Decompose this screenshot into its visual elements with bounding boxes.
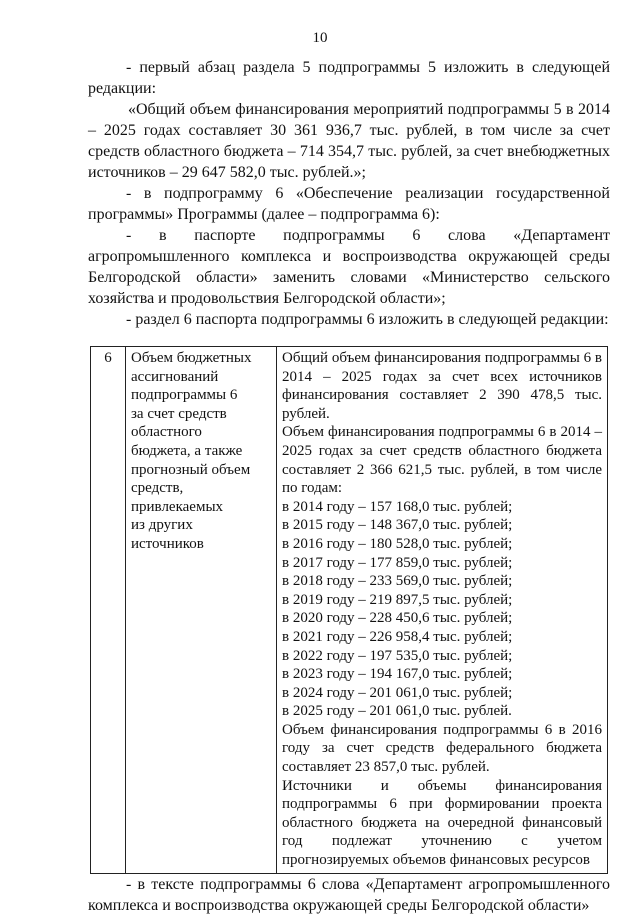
paragraph-3: - в подпрограмму 6 «Обеспечение реализации государственной программы» Программы (далее – подпрограмма 6): (88, 185, 610, 223)
year-line: в 2024 году – 201 061,0 тыс. рублей; (282, 684, 513, 701)
paragraph-4: - в паспорте подпрограммы 6 слова «Департамент агропромышленного комплекса и воспроизводства окружающей среды Белгородской области» заменить словами «Министерство сельского хозяйства и продовольствия Белгородской области»; (88, 227, 610, 307)
sources-note: Источники и объемы финансирования подпрограммы 6 при формировании проекта областного бюджета на очередной финансовый год подлежат уточнению с учетом прогнозируемых объемов финансовых ресурсов (282, 777, 602, 869)
year-line: в 2014 году – 157 168,0 тыс. рублей; (282, 498, 513, 515)
year-line: в 2016 году – 180 528,0 тыс. рублей; (282, 535, 513, 552)
paragraph-5: - раздел 6 паспорта подпрограммы 6 изложить в следующей редакции: (126, 311, 609, 328)
paragraph-2: «Общий объем финансирования мероприятий подпрограммы 5 в 2014 – 2025 годах составляет 30 361 936,7 тыс. рублей, в том числе за счет средств областного бюджета – 714 354,7 тыс. рублей, за счет внебюджетных источников – 29 647 582,0 тыс. рублей.»; (88, 101, 610, 181)
year-line: в 2015 году – 148 367,0 тыс. рублей; (282, 517, 513, 534)
year-line: в 2021 году – 226 958,4 тыс. рублей; (282, 628, 513, 645)
year-line: в 2019 году – 219 897,5 тыс. рублей; (282, 591, 513, 608)
document-body (88, 57, 610, 916)
label-line: источников (131, 535, 204, 552)
paragraph-after-table: - в тексте подпрограммы 6 слова «Департамент агропромышленного комплекса и воспроизводства окружающей среды Белгородской области» (88, 875, 610, 914)
label-line: подпрограммы 6 (131, 387, 238, 404)
row-number-cell: 6 (91, 347, 126, 874)
label-line: Объем бюджетных (131, 350, 252, 366)
label-line: ассигнований (131, 368, 219, 385)
label-line: областного (131, 424, 202, 441)
paragraph-1: - первый абзац раздела 5 подпрограммы 5 изложить в следующей редакции: (88, 59, 610, 97)
total-all-sources: Общий объем финансирования подпрограммы 6 в 2014 – 2025 годах за счет всех источников финансирования составляет 2 390 478,5 тыс. рублей. (282, 350, 602, 422)
label-line: за счет средств (131, 405, 227, 422)
detail-cell (277, 347, 608, 874)
table-row (91, 347, 608, 874)
federal-budget: Объем финансирования подпрограммы 6 в 2016 году за счет средств федерального бюджета составляет 23 857,0 тыс. рублей. (282, 721, 602, 776)
label-line: из других (131, 517, 193, 534)
budget-table (90, 346, 608, 874)
year-line: в 2020 году – 228 450,6 тыс. рублей; (282, 610, 513, 627)
year-line: в 2017 году – 177 859,0 тыс. рублей; (282, 554, 513, 571)
year-line: в 2018 году – 233 569,0 тыс. рублей; (282, 573, 513, 590)
year-line: в 2023 году – 194 167,0 тыс. рублей; (282, 666, 513, 683)
year-line: в 2022 году – 197 535,0 тыс. рублей; (282, 647, 513, 664)
page-number: 10 (312, 30, 328, 46)
label-cell (126, 347, 277, 874)
label-line: средств, (131, 480, 184, 497)
label-line: привлекаемых (131, 498, 224, 515)
year-line: в 2025 году – 201 061,0 тыс. рублей. (282, 703, 512, 720)
label-line: бюджета, а также (131, 442, 243, 459)
label-line: прогнозный объем (131, 461, 251, 478)
regional-budget: Объем финансирования подпрограммы 6 в 2014 – 2025 годах за счет средств областного бюджета составляет 2 366 621,5 тыс. рублей, в том числе по годам: (282, 424, 602, 497)
